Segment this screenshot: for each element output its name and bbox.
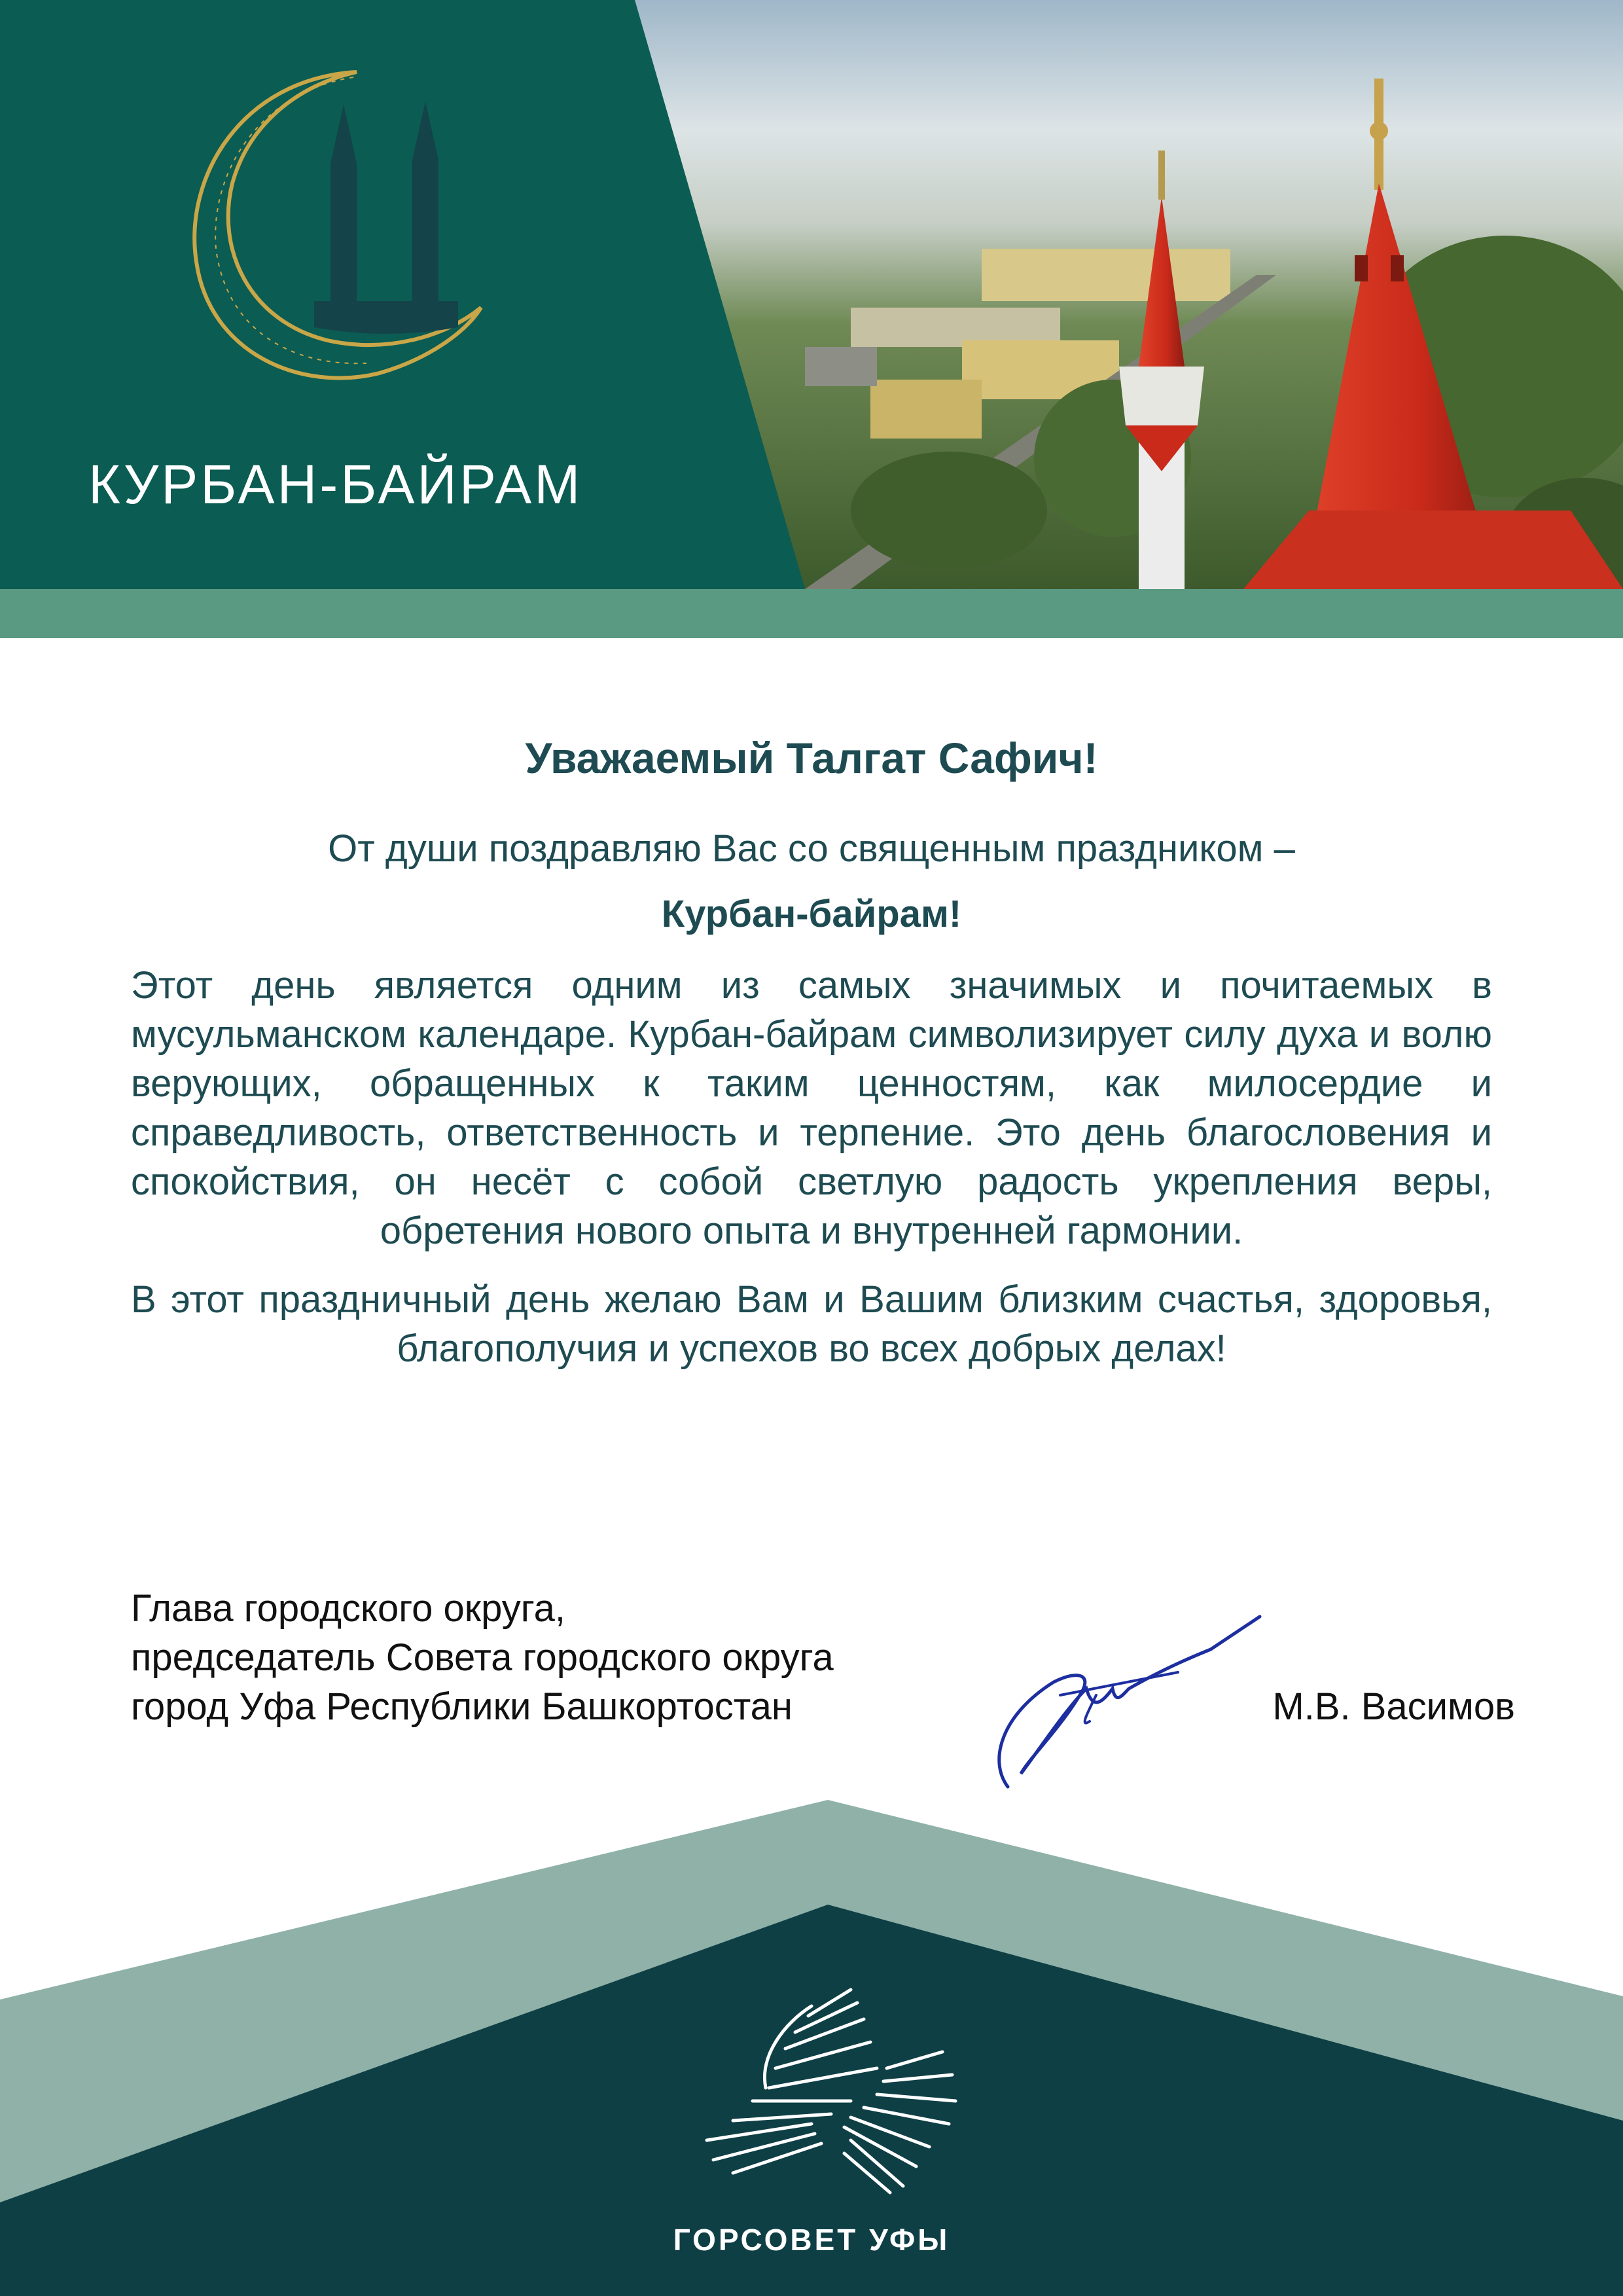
signer-line-3: город Уфа Республики Башкортостан — [131, 1685, 793, 1728]
footer-banner — [0, 1793, 1623, 2296]
signer-line-1: Глава городского округа, — [131, 1587, 566, 1630]
paragraph-2: В этот праздничный день желаю Вам и Вашим близким счастья, здоровья, благополучия и успехов во всех добрых делах! — [131, 1278, 1492, 1370]
paragraph-1: Этот день является одним из самых значимых и почитаемых в мусульманском календаре. Курбан-байрам символизирует силу духа и волю верующих, обращенных к таким ценностям, как милосердие и справедливость, ответственность и терпение. Это день благословения и спокойствия, он несёт с собой светлую радость укрепления веры, обретения нового опыта и внутренней гармонии. — [131, 964, 1492, 1252]
greeting: Уважаемый Талгат Сафич! — [525, 734, 1098, 782]
signer-line-2: председатель Совета городского округа — [131, 1636, 834, 1679]
signature-icon — [982, 1597, 1276, 1806]
holiday-title: КУРБАН-БАЙРАМ — [88, 454, 583, 515]
signer-title — [131, 1584, 1047, 1731]
intro-line: От души поздравляю Вас со священным праздником – — [328, 827, 1295, 870]
holiday-name: Курбан-байрам! — [661, 893, 962, 935]
header-banner — [0, 0, 1623, 641]
gorsovet-logo-label: ГОРСОВЕТ УФЫ — [673, 2223, 950, 2257]
letter-body — [131, 733, 1492, 1393]
signer-name: М.В. Васимов — [1272, 1685, 1515, 1728]
